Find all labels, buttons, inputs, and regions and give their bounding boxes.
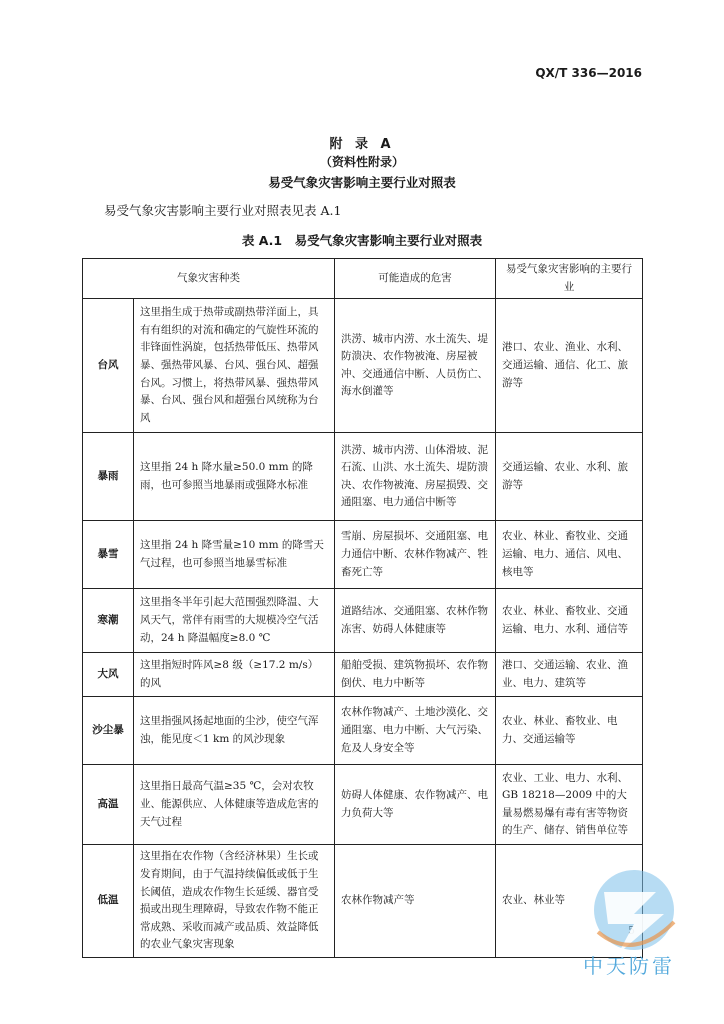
hazard-harm: 道路结冰、交通阻塞、农林作物冻害、妨碍人体健康等 <box>335 589 496 653</box>
header-possible-harm: 可能造成的危害 <box>335 259 496 299</box>
hazard-industry: 港口、交通运输、农业、渔业、电力、建筑等 <box>496 653 643 697</box>
hazard-harm: 洪涝、城市内涝、水土流失、堤防溃决、农作物被淹、房屋被冲、交通通信中断、人员伤亡、海水倒灌等 <box>335 299 496 433</box>
hazard-name: 暴雪 <box>83 521 134 589</box>
hazard-harm: 妨碍人体健康、农作物减产、电力负荷大等 <box>335 765 496 845</box>
hazard-industry: 农业、林业、畜牧业、交通运输、电力、通信、风电、核电等 <box>496 521 643 589</box>
hazard-name: 寒潮 <box>83 589 134 653</box>
table-row <box>83 521 643 589</box>
table-row <box>83 433 643 521</box>
hazard-harm: 农林作物减产等 <box>335 845 496 958</box>
doc-code: QX/T 336—2016 <box>535 66 642 80</box>
hazard-description: 这里指 24 h 降雪量≥10 mm 的降雪天气过程，也可参照当地暴雪标准 <box>134 521 335 589</box>
hazard-industry: 农业、林业、畜牧业、电力、交通运输等 <box>496 697 643 765</box>
appendix-title: 附 录 A <box>329 137 395 152</box>
hazard-name: 暴雨 <box>83 433 134 521</box>
header-affected-industry: 易受气象灾害影响的主要行业 <box>496 259 643 299</box>
hazard-harm: 农林作物减产、土地沙漠化、交通阻塞、电力中断、大气污染、危及人身安全等 <box>335 697 496 765</box>
hazard-description: 这里指在农作物（含经济林果）生长或发育期间，由于气温持续偏低或低于生长阈值，造成农作物生长延缓、器官受损或出现生理障碍，导致农作物不能正常成熟、采收而减产或品质、效益降低的农业气象灾害现象 <box>134 845 335 958</box>
appendix-subtitle: （资料性附录） <box>319 155 404 169</box>
hazard-description: 这里指生成于热带或副热带洋面上，具有有组织的对流和确定的气旋性环流的非锋面性涡旋，包括热带低压、热带风暴、强热带风暴、台风、强台风、超强台风。习惯上，将热带风暴、强热带风暴、台风、强台风和超强台风统称为台风 <box>134 299 335 433</box>
hazard-harm: 雪崩、房屋损坏、交通阻塞、电力通信中断、农林作物减产、牲畜死亡等 <box>335 521 496 589</box>
hazard-industry: 农业、林业、畜牧业、交通运输、电力、水利、通信等 <box>496 589 643 653</box>
table-row <box>83 653 643 697</box>
lightning-logo-icon <box>578 862 698 1002</box>
table-row <box>83 299 643 433</box>
hazard-name: 沙尘暴 <box>83 697 134 765</box>
hazard-industry: 农业、工业、电力、水利、GB 18218—2009 中的大量易燃易爆有毒有害等物资的生产、储存、销售单位等 <box>496 765 643 845</box>
table-row <box>83 765 643 845</box>
hazard-table <box>82 258 643 958</box>
hazard-name: 高温 <box>83 765 134 845</box>
hazard-description: 这里指日最高气温≥35 ℃，会对农牧业、能源供应、人体健康等造成危害的天气过程 <box>134 765 335 845</box>
watermark-text: 中天防雷 <box>583 954 675 978</box>
hazard-harm: 船舶受损、建筑物损坏、农作物倒伏、电力中断等 <box>335 653 496 697</box>
intro-text: 易受气象灾害影响主要行业对照表见表 A.1 <box>104 203 342 218</box>
hazard-industry: 交通运输、农业、水利、旅游等 <box>496 433 643 521</box>
appendix-name: 易受气象灾害影响主要行业对照表 <box>268 175 456 190</box>
hazard-description: 这里指短时阵风≥8 级（≥17.2 m/s）的风 <box>134 653 335 697</box>
hazard-industry: 农业、林业等 <box>496 845 643 958</box>
table-row <box>83 845 643 958</box>
hazard-description: 这里指冬半年引起大范围强烈降温、大风天气，常伴有雨雪的大规模冷空气活动，24 h 降温幅度≥8.0 ℃ <box>134 589 335 653</box>
table-row <box>83 589 643 653</box>
table-header-row <box>83 259 643 299</box>
header-hazard-type: 气象灾害种类 <box>83 259 335 299</box>
hazard-description: 这里指强风扬起地面的尘沙，使空气浑浊，能见度＜1 km 的风沙现象 <box>134 697 335 765</box>
table-caption: 表 A.1 易受气象灾害影响主要行业对照表 <box>241 233 483 248</box>
hazard-harm: 洪涝、城市内涝、山体滑坡、泥石流、山洪、水土流失、堤防溃决、农作物被淹、房屋损毁、交通阻塞、电力通信中断等 <box>335 433 496 521</box>
hazard-name: 大风 <box>83 653 134 697</box>
hazard-name: 低温 <box>83 845 134 958</box>
table-row <box>83 697 643 765</box>
hazard-industry: 港口、农业、渔业、水利、交通运输、通信、化工、旅游等 <box>496 299 643 433</box>
hazard-name: 台风 <box>83 299 134 433</box>
hazard-description: 这里指 24 h 降水量≥50.0 mm 的降雨，也可参照当地暴雨或强降水标准 <box>134 433 335 521</box>
